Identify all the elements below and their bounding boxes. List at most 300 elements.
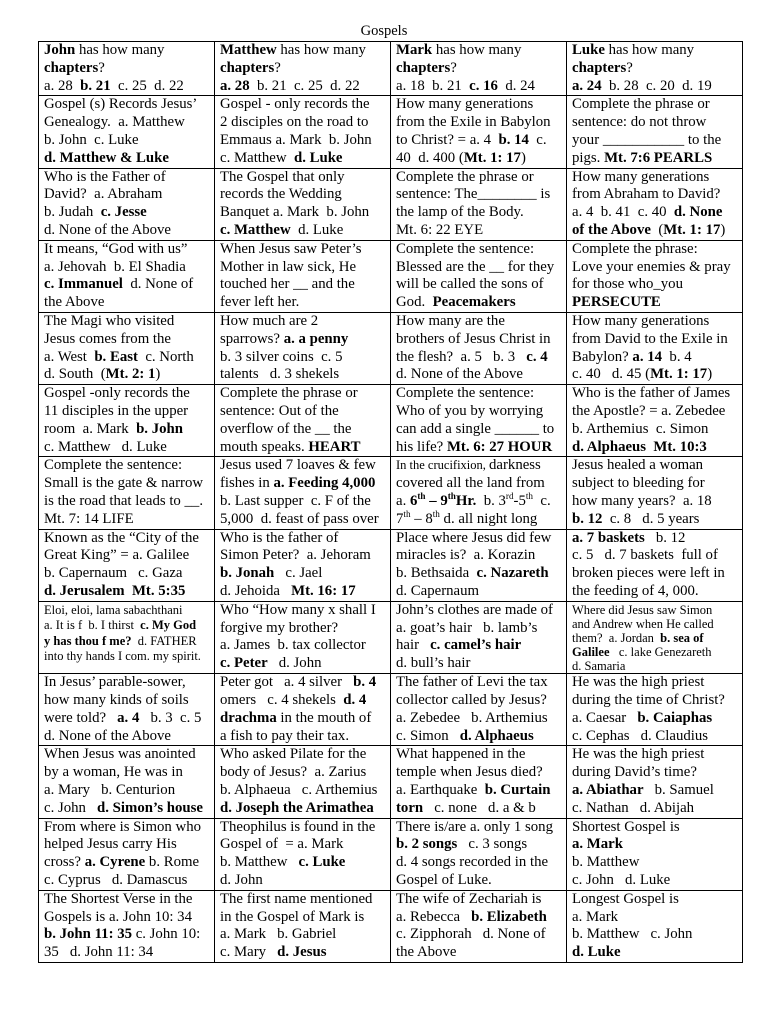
cell-line [572, 674, 741, 692]
cell-line [220, 96, 389, 114]
cell-line [44, 132, 213, 150]
text-run: has how many [75, 42, 165, 58]
cell-line [572, 475, 741, 493]
bold-text-run: c. Nazareth [476, 565, 549, 582]
text-run: Complete the phrase or [572, 96, 710, 113]
bold-text-run: d. Simon’s house [97, 799, 203, 816]
text-run: records the Wedding [220, 186, 342, 203]
cell-line [44, 60, 213, 78]
text-run: has how many [604, 42, 695, 58]
question-cell [39, 890, 215, 962]
cell-line [44, 891, 213, 909]
cell-line [220, 674, 389, 692]
text-run: from Abraham to David? [572, 186, 721, 203]
cell-line [572, 728, 741, 746]
text-run: b. 3 silver coins c. 5 [220, 348, 343, 365]
cell-line [44, 259, 213, 277]
cell-line [44, 746, 213, 764]
text-run: b. Bethsaida [396, 565, 477, 582]
question-row [39, 457, 743, 529]
cell-line [572, 836, 741, 854]
text-run: a. West [44, 348, 95, 365]
bold-text-run: PERSECUTE [572, 294, 661, 311]
text-run: b. 21 c. 25 d. 22 [249, 77, 360, 94]
cell-line [396, 349, 565, 367]
bold-text-run: c. camel’s hair [430, 637, 522, 654]
text-run: c. 3 songs [457, 836, 528, 853]
cell-line [44, 603, 213, 619]
cell-line [572, 909, 741, 927]
text-run: b. Matthew c. John [572, 926, 693, 943]
cell-line [44, 222, 213, 240]
question-cell [215, 601, 391, 673]
cell-line [396, 186, 565, 204]
text-run: Babylon? [572, 348, 633, 365]
cell-line [44, 547, 213, 565]
question-row [39, 818, 743, 890]
text-run: Mt. 6: 22 EYE [396, 221, 484, 238]
text-run: b. 3 [476, 492, 506, 509]
text-run: b. Last supper c. F of the [220, 492, 371, 509]
cell-line [396, 241, 565, 259]
text-run: How many generations [396, 96, 534, 113]
text-run: fever left her. [220, 294, 300, 311]
bold-text-run: a. 4 [117, 709, 140, 726]
cell-line [572, 366, 741, 384]
cell-line [396, 42, 565, 60]
bold-text-run: Galilee [572, 644, 610, 659]
question-cell [215, 746, 391, 818]
text-run: b. 12 [644, 529, 686, 546]
text-run: during David’s time? [572, 764, 697, 781]
question-cell [215, 385, 391, 457]
cell-line [220, 909, 389, 927]
question-cell [215, 818, 391, 890]
cell-line [44, 583, 213, 601]
cell-line [572, 60, 741, 78]
cell-line [396, 457, 565, 475]
cell-line [44, 909, 213, 927]
cell-line [572, 204, 741, 222]
bold-text-run: d. Luke [293, 149, 343, 166]
cell-line [44, 241, 213, 259]
cell-line [396, 674, 565, 692]
cell-line [572, 331, 741, 349]
text-run: omers c. 4 shekels [220, 691, 344, 708]
bold-text-run: c. 16 [469, 77, 498, 94]
cell-line [396, 547, 565, 565]
cell-line [44, 565, 213, 583]
question-cell [391, 746, 567, 818]
text-run: sparrows? [220, 330, 284, 347]
bold-text-run: Luke [572, 42, 605, 58]
bold-text-run: c. Peter [220, 655, 268, 672]
cell-line [220, 637, 389, 655]
bold-text-run: Peacemakers [432, 294, 516, 311]
text-run: temple when Jesus died? [396, 764, 543, 781]
cell-line [396, 764, 565, 782]
cell-line [572, 276, 741, 294]
text-run: has how many [432, 42, 522, 58]
text-run: Complete the sentence: [44, 457, 183, 474]
text-run: Gospel -only records the [44, 385, 190, 402]
text-run: ) [155, 366, 161, 383]
cell-line [44, 78, 213, 96]
cell-line [572, 782, 741, 800]
text-run: What happened in the [396, 746, 526, 763]
cell-line [572, 547, 741, 565]
question-row [39, 601, 743, 673]
text-run: miracles is? a. Korazin [396, 547, 536, 564]
cell-line [220, 602, 389, 620]
bold-text-run: b. John [136, 420, 183, 437]
cell-line [572, 645, 741, 659]
cell-line [44, 421, 213, 439]
bold-text-run: b. East [94, 348, 138, 365]
text-run: – 8 [410, 510, 433, 527]
cell-line [396, 439, 565, 457]
text-run: the Above [396, 944, 457, 961]
text-run: 35 d. John 11: 34 [44, 944, 154, 961]
text-run: The Shortest Verse in the [44, 890, 193, 907]
text-run: Gospel of Luke. [396, 871, 492, 888]
bold-text-run: b. 14 [498, 131, 529, 148]
text-run: c. Cyprus d. Damascus [44, 871, 188, 888]
question-cell [39, 312, 215, 384]
bold-text-run: Mt. 1: 17 [463, 149, 521, 166]
text-run: c. none d. a & b [423, 799, 536, 816]
text-run: Theophilus is found in the [220, 818, 376, 835]
bold-text-run: d. Luke [572, 944, 621, 961]
cell-line [44, 728, 213, 746]
bold-text-run: a. Abiathar [572, 781, 644, 798]
cell-line [396, 222, 565, 240]
text-run: b. 28 c. 20 d. 19 [601, 77, 712, 94]
question-row [39, 890, 743, 962]
cell-line [572, 692, 741, 710]
text-run: Who asked Pilate for the [220, 746, 367, 763]
text-run: Peter got a. 4 silver [220, 674, 354, 691]
text-run: The first name mentioned [220, 890, 373, 907]
cell-line [44, 331, 213, 349]
text-run: b. 3 c. 5 [139, 709, 202, 726]
ordinal-suffix: th [403, 508, 411, 519]
text-run: c. 25 d. 22 [110, 77, 184, 94]
cell-line [396, 909, 565, 927]
bold-text-run: chapters [396, 59, 451, 76]
cell-line [44, 674, 213, 692]
cell-line [44, 475, 213, 493]
bold-text-run: John [44, 42, 76, 58]
cell-line [220, 457, 389, 475]
question-cell [391, 529, 567, 601]
text-run: from David to the Exile in [572, 330, 728, 347]
question-cell [39, 818, 215, 890]
cell-line [572, 222, 741, 240]
text-run: a. 4 b. 41 c. 40 [572, 204, 674, 221]
bold-text-run: Mt. 16: 17 [291, 582, 356, 599]
question-cell [391, 674, 567, 746]
text-run: a. Mary b. Centurion [44, 781, 176, 798]
cell-line [396, 836, 565, 854]
cell-line [220, 782, 389, 800]
text-run: b. Rome [145, 854, 200, 871]
cell-line [44, 692, 213, 710]
cell-line [396, 872, 565, 890]
question-cell [567, 601, 743, 673]
text-run: c. Nathan d. Abijah [572, 799, 695, 816]
text-run: hair [396, 637, 431, 654]
text-run: a. Caesar [572, 709, 638, 726]
cell-line [44, 493, 213, 511]
cell-line [572, 854, 741, 872]
text-run: God. [396, 294, 433, 311]
cell-line [396, 96, 565, 114]
text-run: ? [98, 59, 105, 76]
text-run: Place where Jesus did few [396, 529, 552, 546]
text-run: a. Rebecca [396, 908, 472, 925]
cell-line [44, 366, 213, 384]
bold-text-run: c. Luke [298, 854, 346, 871]
text-run: pigs. [572, 149, 605, 166]
text-run: ( [650, 221, 664, 238]
cell-line [44, 764, 213, 782]
text-run: John’s clothes are made of [396, 601, 553, 618]
question-cell [567, 96, 743, 168]
cell-line [396, 60, 565, 78]
cell-line [220, 836, 389, 854]
cell-line [220, 891, 389, 909]
bold-text-run: b. sea of [660, 630, 704, 645]
text-run: 5,000 d. feast of pass over [220, 510, 379, 527]
text-run: Mother in law sick, He [220, 258, 357, 275]
cell-line [572, 457, 741, 475]
text-run: from the Exile in Babylon [396, 114, 551, 131]
bold-text-run: d. None [673, 204, 723, 221]
bold-text-run: a. a penny [283, 330, 349, 347]
cell-line [44, 42, 213, 60]
question-cell [567, 168, 743, 240]
cell-line [572, 150, 741, 168]
cell-line [396, 331, 565, 349]
cell-line [396, 620, 565, 638]
cell-line [572, 944, 741, 962]
text-run: d. 4 songs recorded in the [396, 854, 549, 871]
text-run: can add a single ______ to [396, 420, 555, 437]
text-run: d. None of [122, 276, 194, 293]
bold-text-run: Hr. [455, 492, 477, 509]
text-run: b. Matthew [220, 854, 299, 871]
cell-line [396, 891, 565, 909]
cell-line [44, 150, 213, 168]
cell-line [44, 349, 213, 367]
bold-text-run: Matthew [220, 42, 277, 58]
text-run: d. South ( [44, 366, 106, 383]
cell-line [572, 800, 741, 818]
text-run: b. Samuel [643, 781, 714, 798]
bold-text-run: b. John 11: 35 [44, 926, 132, 943]
cell-line [572, 746, 741, 764]
text-run: during the time of Christ? [572, 691, 725, 708]
text-run: When Jesus saw Peter’s [220, 240, 362, 257]
text-run: a. [396, 492, 410, 509]
text-run: c. John 10: [132, 926, 201, 943]
bold-text-run: chapters [572, 59, 627, 76]
question-row [39, 42, 743, 96]
cell-line [572, 631, 741, 645]
text-run: It means, “God with us” [44, 240, 188, 257]
text-run: Longest Gospel is [572, 890, 679, 907]
cell-line [396, 728, 565, 746]
text-run: The Gospel that only [220, 168, 345, 185]
bold-text-run: Mt. 2: 1 [105, 366, 156, 383]
text-run: d. Capernaum [396, 582, 480, 599]
cell-line [572, 169, 741, 187]
bold-text-run: Mt. 7:6 PEARLS [604, 149, 713, 166]
cell-line [220, 819, 389, 837]
cell-line [572, 493, 741, 511]
bold-text-run: a. 28 [220, 77, 250, 94]
cell-line [572, 132, 741, 150]
text-run: Shortest Gospel is [572, 818, 680, 835]
text-run: Who is the father of James [572, 385, 731, 402]
text-run: a. Zebedee b. Arthemius [396, 709, 548, 726]
text-run: How much are 2 [220, 312, 319, 329]
cell-line [220, 620, 389, 638]
text-run: Gospels is a. John 10: 34 [44, 908, 192, 925]
text-run: Complete the phrase or [220, 385, 358, 402]
question-cell [567, 746, 743, 818]
bold-text-run: a. 14 [632, 348, 663, 365]
text-run: The father of Levi the tax [396, 674, 548, 691]
question-cell [391, 42, 567, 96]
cell-line [220, 728, 389, 746]
question-cell [567, 42, 743, 96]
cell-line [572, 819, 741, 837]
cell-line [572, 385, 741, 403]
text-run: c. John d. Luke [572, 871, 671, 888]
cell-line [396, 78, 565, 96]
text-run: There is/are a. only 1 song [396, 818, 553, 835]
question-row [39, 385, 743, 457]
cell-line [220, 222, 389, 240]
bold-text-run: d. Alphaeus [459, 727, 534, 744]
page-title: Gospels [360, 23, 408, 39]
question-cell [567, 240, 743, 312]
bold-text-run: d. Alphaeus Mt. 10:3 [572, 438, 707, 455]
cell-line [44, 169, 213, 187]
question-row [39, 312, 743, 384]
cell-line [396, 710, 565, 728]
text-run: b. 4 [662, 348, 692, 365]
ordinal-suffix: th [417, 491, 426, 501]
bold-text-run: drachma [220, 709, 277, 726]
cell-line [220, 493, 389, 511]
cell-line [44, 96, 213, 114]
text-run: Complete the phrase: [572, 240, 698, 257]
cell-line [220, 692, 389, 710]
cell-line [572, 186, 741, 204]
bold-text-run: of the Above [572, 221, 651, 238]
text-run: c. Zipphorah d. None of [396, 926, 546, 943]
cell-line [44, 313, 213, 331]
bold-text-run: a. Feeding 4,000 [273, 475, 376, 492]
bold-text-run: 6 [409, 492, 418, 509]
text-run: Complete the sentence: [396, 385, 535, 402]
text-run: d. FATHER [131, 633, 197, 648]
cell-line [396, 150, 565, 168]
text-run: d. bull’s hair [396, 655, 471, 672]
question-cell [391, 890, 567, 962]
bold-text-run: chapters [220, 59, 275, 76]
text-run: by a woman, He was in [44, 764, 183, 781]
question-cell [215, 674, 391, 746]
bold-text-run: d. Matthew & Luke [44, 149, 169, 166]
text-run: b. John c. Luke [44, 131, 139, 148]
text-run: forgive my brother? [220, 619, 339, 636]
cell-line [220, 169, 389, 187]
question-cell [391, 168, 567, 240]
cell-line [396, 819, 565, 837]
cell-line [44, 294, 213, 312]
text-run: From where is Simon who [44, 818, 202, 835]
cell-line [572, 872, 741, 890]
text-run: d. John [267, 655, 322, 672]
text-run: How many generations [572, 168, 710, 185]
question-cell [39, 240, 215, 312]
text-run: The wife of Zechariah is [396, 890, 542, 907]
question-cell [391, 96, 567, 168]
question-cell [391, 312, 567, 384]
question-cell [39, 601, 215, 673]
text-run: When Jesus was anointed [44, 746, 196, 763]
text-run: subject to bleeding for [572, 475, 705, 492]
question-cell [215, 42, 391, 96]
question-cell [391, 601, 567, 673]
cell-line [220, 60, 389, 78]
question-cell [215, 457, 391, 529]
cell-line [396, 782, 565, 800]
bold-text-run: Mt. 1: 17 [663, 221, 721, 238]
cell-line [220, 511, 389, 529]
text-run: c. [533, 492, 551, 509]
cell-line [220, 78, 389, 96]
text-run: Blessed are the __ for they [396, 258, 555, 275]
text-run: How many are the [396, 312, 505, 329]
bold-text-run: b. Jonah [220, 565, 275, 582]
text-run: for those who_you [572, 276, 683, 293]
cell-line [572, 78, 741, 96]
question-cell [391, 818, 567, 890]
text-run: a. goat’s hair b. lamb’s [396, 619, 538, 636]
cell-line [220, 854, 389, 872]
text-run: body of Jesus? a. Zarius [220, 764, 367, 781]
bold-text-run: b. Curtain [484, 781, 551, 798]
bold-text-run: c. 4 [526, 348, 548, 365]
text-run: Who of you by worrying [396, 402, 544, 419]
question-row [39, 674, 743, 746]
text-run: Complete the phrase or [396, 168, 534, 185]
text-run: b. Matthew [572, 854, 640, 871]
question-cell [567, 818, 743, 890]
question-cell [567, 529, 743, 601]
text-run: c. Mary [220, 944, 278, 961]
cell-line [44, 634, 213, 650]
ordinal-suffix: rd [505, 491, 514, 501]
text-run: fishes in [220, 475, 274, 492]
bold-text-run: a. 24 [572, 77, 602, 94]
cell-line [44, 649, 213, 665]
